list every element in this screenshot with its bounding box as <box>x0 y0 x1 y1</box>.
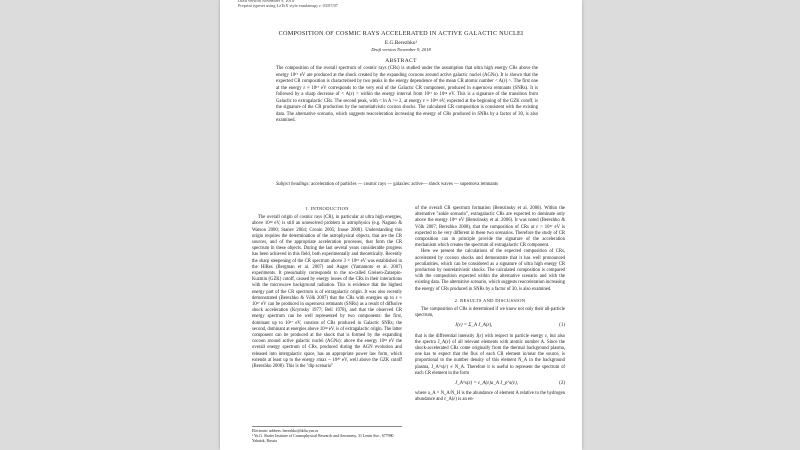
equation-2 <box>415 381 565 387</box>
subject-headings-label: Subject headings: <box>276 182 310 187</box>
equation-1-body: J(ε) = Σ_A J_A(ε), <box>455 323 493 329</box>
equation-2-body: J_A^s(ε) = ε_A(ε)a_A J_p^s(ε), <box>455 381 518 387</box>
paper-page <box>220 0 582 450</box>
subject-headings <box>276 182 538 189</box>
equation-2-number: (2) <box>559 381 565 387</box>
equation-1-number: (1) <box>559 323 565 329</box>
equation-1 <box>415 323 565 329</box>
section-heading-results: 2. RESULTS AND DISCUSSION <box>454 297 526 303</box>
preprint-typeset-line: Preprint typeset using LaTeX style emulateapj v. 03/07/07 <box>238 3 338 9</box>
author-name: E.G.Berezhko¹ <box>384 40 418 46</box>
abstract-heading: ABSTRACT <box>385 58 417 64</box>
preprint-header <box>238 0 338 8</box>
draft-date: Draft version November 9, 2018 <box>371 47 431 52</box>
draft-version-line: Draft version November 9, 2018 <box>238 0 294 3</box>
section-heading-introduction: 1. INTRODUCTION <box>305 206 349 211</box>
subject-headings-text: acceleration of particles — cosmic rays — galaxies: active— shock waves — supernova remnants <box>311 182 498 187</box>
abstract-text: The composition of the overall spectrum of cosmic rays (CRs) is studied under the assumption that ultra high energy CRs above the energy 10¹⁷ eV are produced at the shock created by the expanding cocoons around active galactic nuclei (AGNs). It is shown that the expected CR composition is characterised by two peaks in the energy dependence of the mean CR atomic number < A(ε) >. The first one at the energy ε ≈ 10¹⁷ eV corresponds to the very end of the Galactic CR component, produced in supernova remnants (SNRs). It is followed by a sharp decrease of < A(ε) > within the energy interval from 10¹⁷ to 10¹⁸ eV. This is a signature of the transition from Galactic to extragalactic CRs. The second peak, with < ln A >≈ 2, at energy ε ≈ 10¹⁹ eV, expected at the beginning of the GZK cutoff, is the signature of the CR production by the nonrelativistic cocoon shocks. The calculated CR composition is consistent with the existing data. The alternative scenario, which suggests reacceleration increasing the energy of CRs produced in SNRs by a factor of 30, is also examined. <box>276 66 538 124</box>
introduction-paragraph: The overall origin of cosmic rays (CR), in particular at ultra high energies, above 10¹⁸ eV, is still an unresolved problem in astrophysics (e.g. Nagano & Watson 2000; Stanev 2004; Cronin 2005; Inoue 2008). Understanding this origin requires the determination of the astrophysical objects, that are the CR sources, and of the appropriate acceleration processes, that form the CR spectrum in these objects. During the last several years considerable progress has been achieved in this field, both experimentally and theoretically. Recently the sharp steepening of the CR spectrum above 3 × 10¹⁹ eV was established in the HiRes (Bergman et al. 2007) and Auger (Yamamoto et al. 2007) experiments. It presumably corresponds to the so-called Greisen-Zatsepin-Kuzmin (GZK) cutoff, caused by energy losses of the CRs in their interactions with the microwave background radiation. This is evidence that the highest energy part of the CR spectrum is of extragalactic origin. It was also recently demonstrated (Berezhko & Völk 2007) that the CRs with energies up to ε ≈ 10¹⁷ eV can be produced in supernova remnants (SNRs) as a result of diffusive shock acceleration (Krymsky 1977; Bell 1978), and that the observed CR energy spectrum can be well represented by two components: the first, dominant up to 10¹⁷ eV, consists of CRs produced in Galactic SNRs; the second, dominant at energies above 10¹⁸ eV, is of extragalactic origin. The latter component can be produced at the shock that is formed by the expanding cocoon around active galactic nuclei (AGNs): above the energy 10¹⁸ eV the overall energy spectrum of CRs, produced during the AGN evolution and released into intergalactic space, has an appropriate power law form, which extends at least up to the energy εmax ~ 10²⁰ eV, well above the GZK cutoff (Berezhko 2008). This is the "dip scenario" <box>252 215 402 370</box>
footnote-affiliation: ¹ Yu.G. Shafer Institute of Cosmophysical Research and Aeronomy, 31 Lenin Ave., 677980 Yakutsk, Russia <box>252 433 394 443</box>
footnote-email: Electronic address: berezhko@ikfia.ysn.ru <box>252 429 319 433</box>
right-paragraph-1: of the overall CR spectrum formation (Berezinsky et al. 2006). Within the alternative "ankle scenario", extragalactic CRs are expected to dominate only above the energy 10¹⁹ eV (Berezinsky et al. 2006). It was noted (Berezhko & Völk 2007; Berezhko 2008), that the composition of CRs at ε > 10¹⁷ eV is expected to be very different in these two scenarios. Therefore the study of CR composition can in principle provide the signature of the acceleration mechanism which creates the spectrum of extragalactic CR component. <box>415 206 565 249</box>
left-column <box>252 206 402 370</box>
footnotes <box>252 426 402 443</box>
right-paragraph-5: where a_A = N_A/N_H is the abundance of element A relative to the hydrogen abundance and ε_A(ε) is an en- <box>415 391 565 403</box>
paper-title: COMPOSITION OF COSMIC RAYS ACCELERATED IN ACTIVE GALACTIC NUCLEI <box>278 30 524 37</box>
right-paragraph-2: Here we present the calculations of the expected composition of CRs, accelerated by cocoon shocks and demonstrate that it has well pronounced peculiarities, which can be considered as a signature of ultra high energy CR production by nonrelativistic shocks. The calculated composition is compared with the composition expected within the alternative scenario and with the existing data. The alternative scenario, which suggests reacceleration increasing the energy of CRs produced in SNRs by a factor of 30, is also examined. <box>415 249 565 292</box>
right-column <box>415 206 565 404</box>
right-paragraph-4: that is the differential intensity J(ε) with respect to particle energy ε, but also the spectra J_A(ε) of all relevant elements with atomic number A. Since the shock-accelerated CRs come originally from the thermal background plasma, one has to expect that the flux of each CR element in/near the source, is proportional to the number density of this element N_A in the background plasma, J_A^s(ε) ∝ N_A. Therefore it is useful to represent the spectrum of each CR element in the form <box>415 333 565 376</box>
right-paragraph-3: The composition of CRs is determined if we know not only their all-particle spectrum, <box>415 307 565 319</box>
